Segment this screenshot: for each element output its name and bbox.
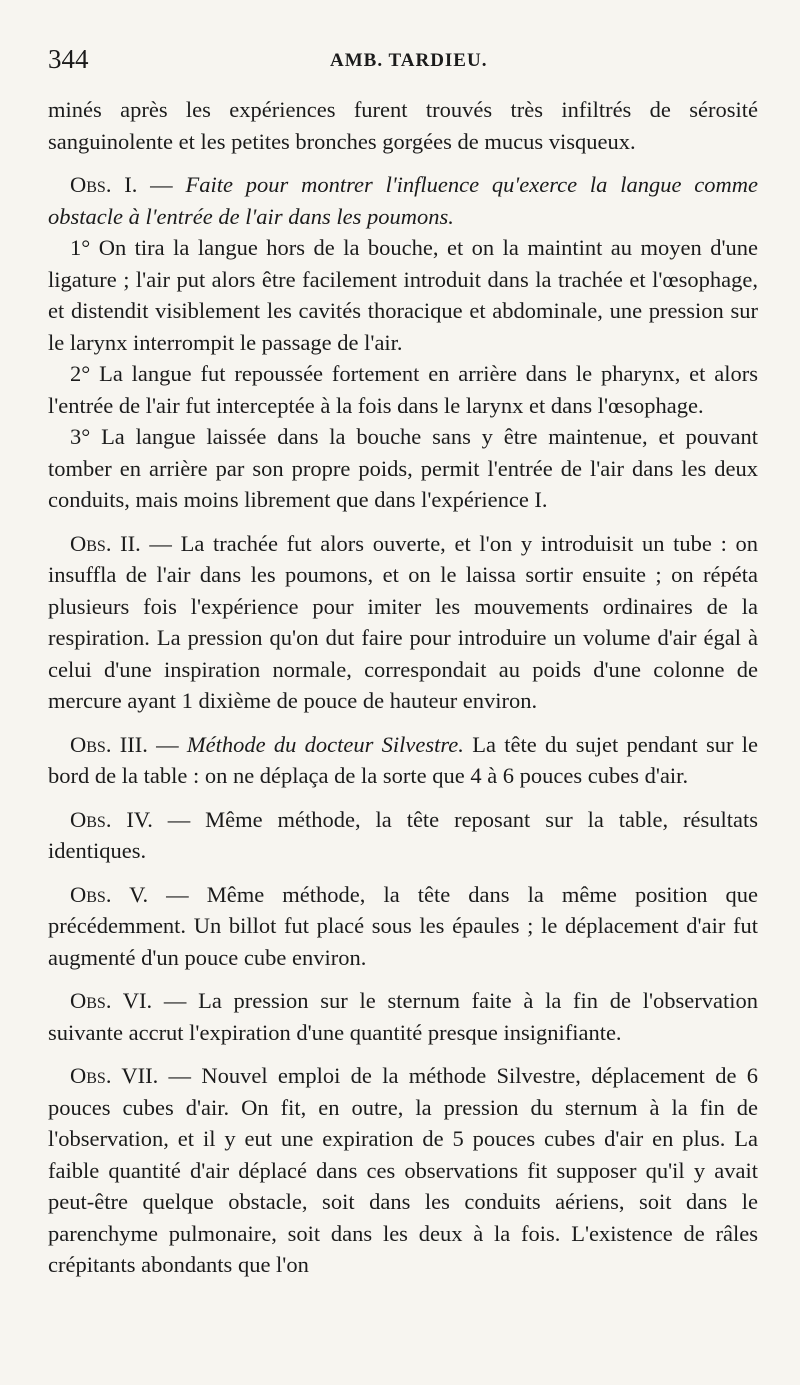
observation-5 bbox=[48, 879, 758, 974]
observation-text: Même méthode, la tête dans la même position que précédemment. Un billot fut placé sous les épaules ; le déplacement d'air fut augmenté d'un pouce cube environ. bbox=[48, 881, 759, 970]
page-header bbox=[48, 44, 758, 84]
observation-label: Obs. VI. — bbox=[70, 988, 187, 1013]
running-head: AMB. TARDIEU. bbox=[330, 50, 488, 71]
observation-text: La tête du sujet pendant sur le bord de la table : on ne déplaça de la sorte que 4 à 6 pouces cubes d'air. bbox=[48, 731, 759, 788]
paragraph-text: 3° La langue laissée dans la bouche sans y être maintenue, et pouvant tomber en arrière par son propre poids, permit l'entrée de l'air dans les deux conduits, mais moins librement que dans l'expérience I. bbox=[48, 424, 758, 512]
observation-label: Obs. II. — bbox=[70, 530, 172, 556]
observation-7 bbox=[48, 1060, 758, 1281]
observation-text: La pression sur le sternum faite à la fin de l'observation suivante accrut l'expiration d'une quantité presque insignifiante. bbox=[48, 988, 759, 1045]
paragraph-text: minés après les expériences furent trouvés très infiltrés de sérosité sanguinolente et les petites bronches gorgées de mucus visqueux. bbox=[48, 97, 758, 154]
observation-text: La trachée fut alors ouverte, et l'on y introduisit un tube : on insuffla de l'air dans les poumons, et on le laissa sortir ensuite ; on répéta plusieurs fois l'expérience pour imiter les mouvements ordinaires de la respiration. La pression qu'on dut faire pour introduire un volume d'air égal à celui d'une inspiration normale, correspondait au poids d'une colonne de mercure ayant 1 dixième de pouce de hauteur environ. bbox=[48, 530, 759, 713]
observation-title: Méthode du docteur Silvestre. bbox=[186, 731, 464, 757]
paragraph-step-1 bbox=[48, 232, 758, 358]
paragraph-text: 2° La langue fut repoussée fortement en arrière dans le pharynx, et alors l'entrée de l'air fut interceptée à la fois dans le larynx et dans l'œsophage. bbox=[48, 361, 758, 418]
observation-label: Obs. IV. — bbox=[70, 806, 191, 832]
observation-2 bbox=[48, 528, 758, 717]
paragraph-step-2 bbox=[48, 358, 758, 421]
observation-6 bbox=[48, 985, 758, 1048]
paragraph-continuation bbox=[48, 94, 758, 157]
observation-label: Obs. III. — bbox=[70, 731, 179, 757]
paragraph-step-3 bbox=[48, 421, 758, 516]
observation-label: Obs. I. — bbox=[70, 172, 173, 197]
paragraph-text: 1° On tira la langue hors de la bouche, et on la maintint au moyen d'une ligature ; l'air put alors être facilement introduit dans la trachée et l'œsophage, et distendit visiblement les cavités thoracique et abdominale, une pression sur le larynx interrompit le passage de l'air. bbox=[48, 235, 758, 355]
observation-4 bbox=[48, 804, 758, 867]
body-text bbox=[48, 94, 758, 1281]
observation-text: Même méthode, la tête reposant sur la table, résultats identiques. bbox=[48, 806, 759, 863]
observation-title: Faite pour montrer l'influence qu'exerce la langue comme obstacle à l'entrée de l'air dans les poumons. bbox=[48, 172, 758, 229]
observation-1 bbox=[48, 169, 758, 232]
observation-3 bbox=[48, 729, 758, 792]
observation-label: Obs. V. — bbox=[70, 881, 189, 907]
page-number: 344 bbox=[48, 44, 89, 74]
observation-text: Nouvel emploi de la méthode Silvestre, déplacement de 6 pouces cubes d'air. On fit, en outre, la pression du sternum à la fin de l'observation, et il y eut une expiration de 5 pouces cubes d'air en plus. La faible quantité d'air déplacé dans ces observations fit supposer qu'il y avait peut-être quelque obstacle, soit dans les conduits aériens, soit dans le parenchyme pulmonaire, soit dans les deux à la fois. L'existence de râles crépitants abondants que l'on bbox=[48, 1063, 758, 1277]
observation-label: Obs. VII. — bbox=[70, 1063, 192, 1088]
